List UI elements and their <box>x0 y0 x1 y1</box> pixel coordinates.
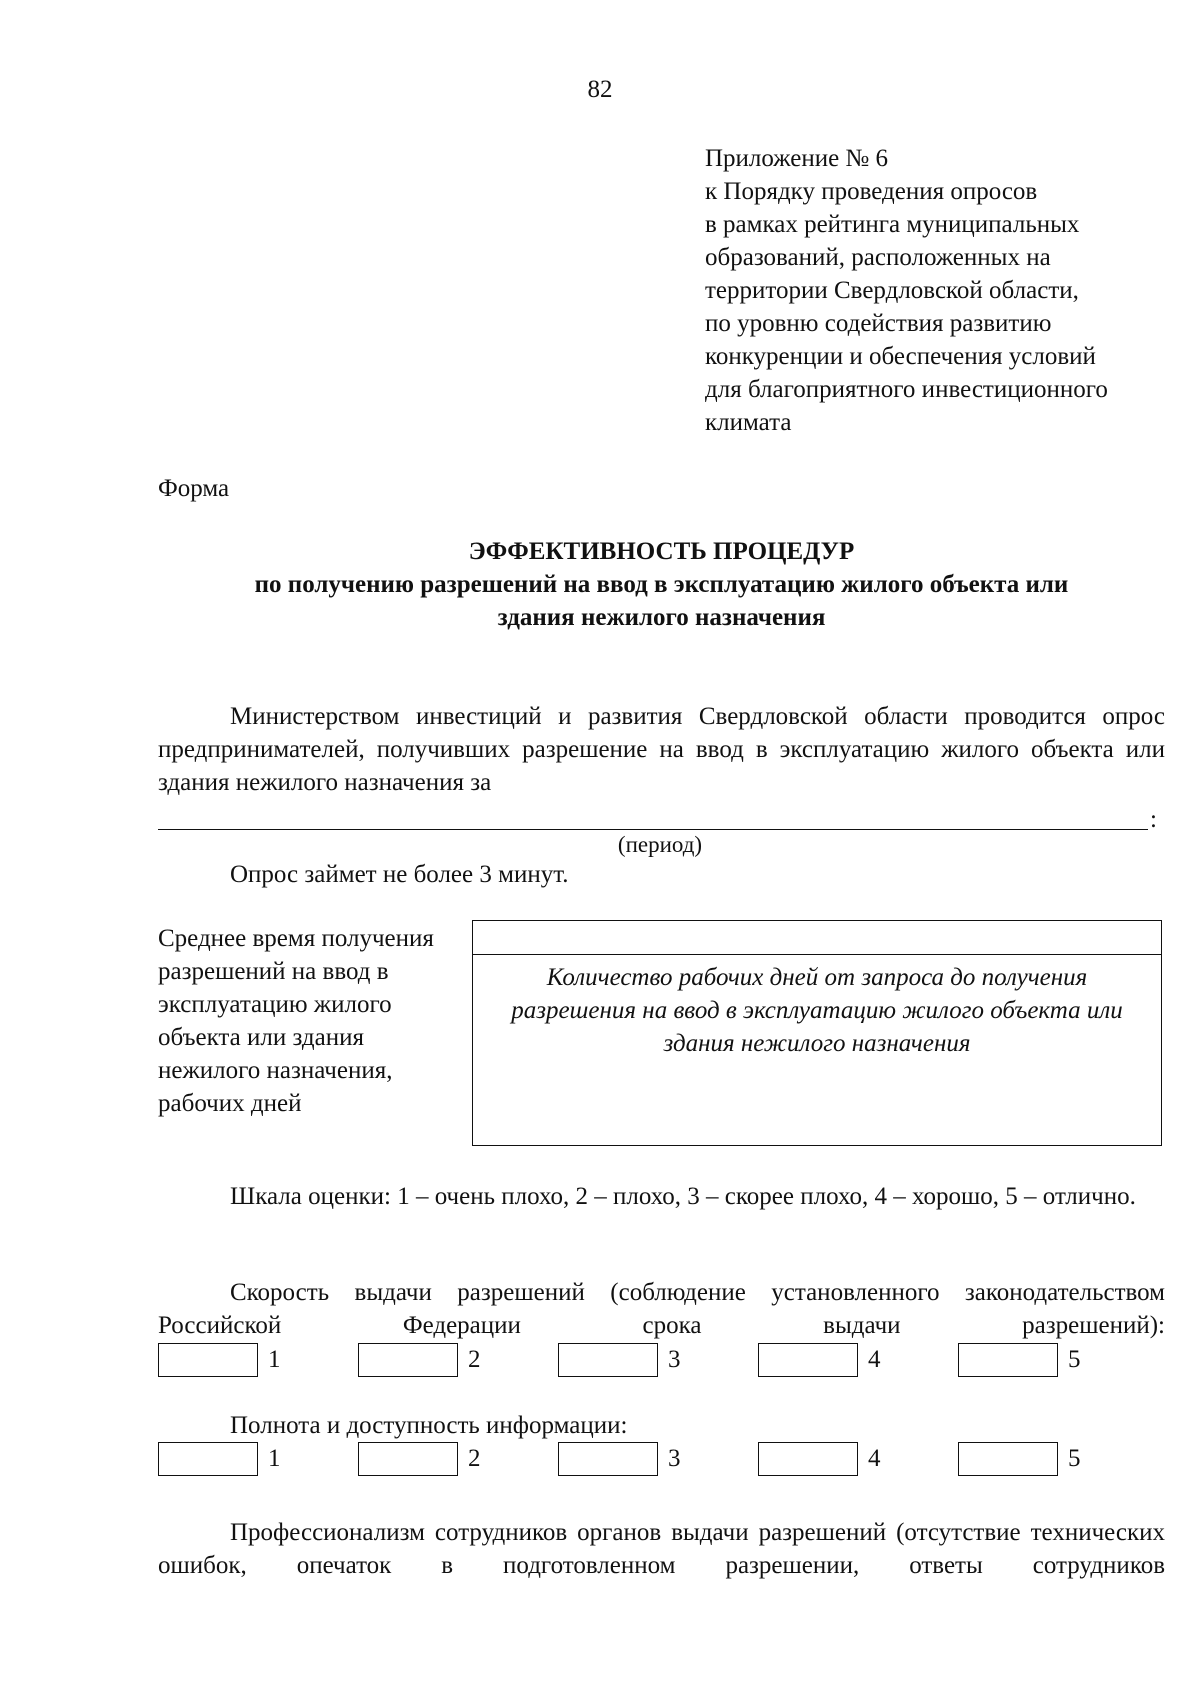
rating-checkbox[interactable] <box>958 1343 1058 1377</box>
rating-label: 3 <box>668 1445 681 1472</box>
rating-checkbox[interactable] <box>558 1442 658 1476</box>
appendix-line: в рамках рейтинга муниципальных <box>705 211 1080 238</box>
rating-label: 1 <box>268 1445 281 1472</box>
title-line-3: здания нежилого назначения <box>497 604 826 631</box>
form-label: Форма <box>158 475 230 502</box>
avg-time-hint: Количество рабочих дней от запроса до получения разрешения на ввод в эксплуатацию жилого объекта или здания нежилого назначения <box>511 964 1123 1057</box>
rating-label: 2 <box>468 1445 481 1472</box>
title-line-1: ЭФФЕКТИВНОСТЬ ПРОЦЕДУР <box>468 538 855 565</box>
period-input-line[interactable] <box>158 829 1148 830</box>
rating-label: 2 <box>468 1346 481 1373</box>
appendix-line: климата <box>705 409 792 436</box>
appendix-line: к Порядку проведения опросов <box>705 178 1038 205</box>
rating-checkbox[interactable] <box>358 1343 458 1377</box>
rating-label: 4 <box>868 1445 881 1472</box>
rating-label: 1 <box>268 1346 281 1373</box>
rating-scale: Шкала оценки: 1 – очень плохо, 2 – плохо, 3 – скорее плохо, 4 – хорошо, 5 – отлично. <box>230 1183 1136 1210</box>
avg-time-input[interactable] <box>473 921 1161 955</box>
question-1-text: Скорость выдачи разрешений (соблюдение установленного законодательством Российской Федерации срока выдачи разрешений): <box>158 1279 1165 1339</box>
question-3-text: Профессионализм сотрудников органов выдачи разрешений (отсутствие технических ошибок, опечаток в подготовленном разрешении, ответы сотрудников <box>158 1519 1165 1579</box>
duration-note: Опрос займет не более 3 минут. <box>230 861 569 888</box>
rating-checkbox[interactable] <box>358 1442 458 1476</box>
question-2-text: Полнота и доступность информации: <box>230 1412 628 1439</box>
rating-checkbox[interactable] <box>158 1343 258 1377</box>
appendix-line: конкуренции и обеспечения условий <box>705 343 1096 370</box>
rating-checkbox[interactable] <box>758 1343 858 1377</box>
rating-label: 5 <box>1068 1445 1081 1472</box>
avg-time-label: Среднее время получения разрешений на ввод в эксплуатацию жилого объекта или здания нежилого назначения, рабочих дней <box>158 925 434 1117</box>
intro-paragraph: Министерством инвестиций и развития Свердловской области проводится опрос предпринимателей, получивших разрешение на ввод в эксплуатацию жилого объекта или здания нежилого назначения за <box>158 703 1165 796</box>
period-caption: (период) <box>617 832 703 857</box>
appendix-line: образований, расположенных на <box>705 244 1051 271</box>
question-1-rating <box>158 1343 1168 1377</box>
title-line-2: по получению разрешений на ввод в эксплуатацию жилого объекта или <box>254 571 1069 598</box>
avg-time-answer-box <box>472 920 1162 1146</box>
rating-label: 4 <box>868 1346 881 1373</box>
rating-checkbox[interactable] <box>958 1442 1058 1476</box>
rating-checkbox[interactable] <box>158 1442 258 1476</box>
rating-label: 5 <box>1068 1346 1081 1373</box>
appendix-line: по уровню содействия развитию <box>705 310 1052 337</box>
period-colon: : <box>1150 806 1157 833</box>
appendix-line: Приложение № 6 <box>705 145 889 172</box>
rating-checkbox[interactable] <box>758 1442 858 1476</box>
appendix-line: для благоприятного инвестиционного <box>705 376 1108 403</box>
rating-checkbox[interactable] <box>558 1343 658 1377</box>
page-number: 82 <box>587 76 613 103</box>
appendix-line: территории Свердловской области, <box>705 277 1079 304</box>
rating-label: 3 <box>668 1346 681 1373</box>
question-2-rating <box>158 1442 1168 1476</box>
appendix-header <box>705 142 1175 439</box>
